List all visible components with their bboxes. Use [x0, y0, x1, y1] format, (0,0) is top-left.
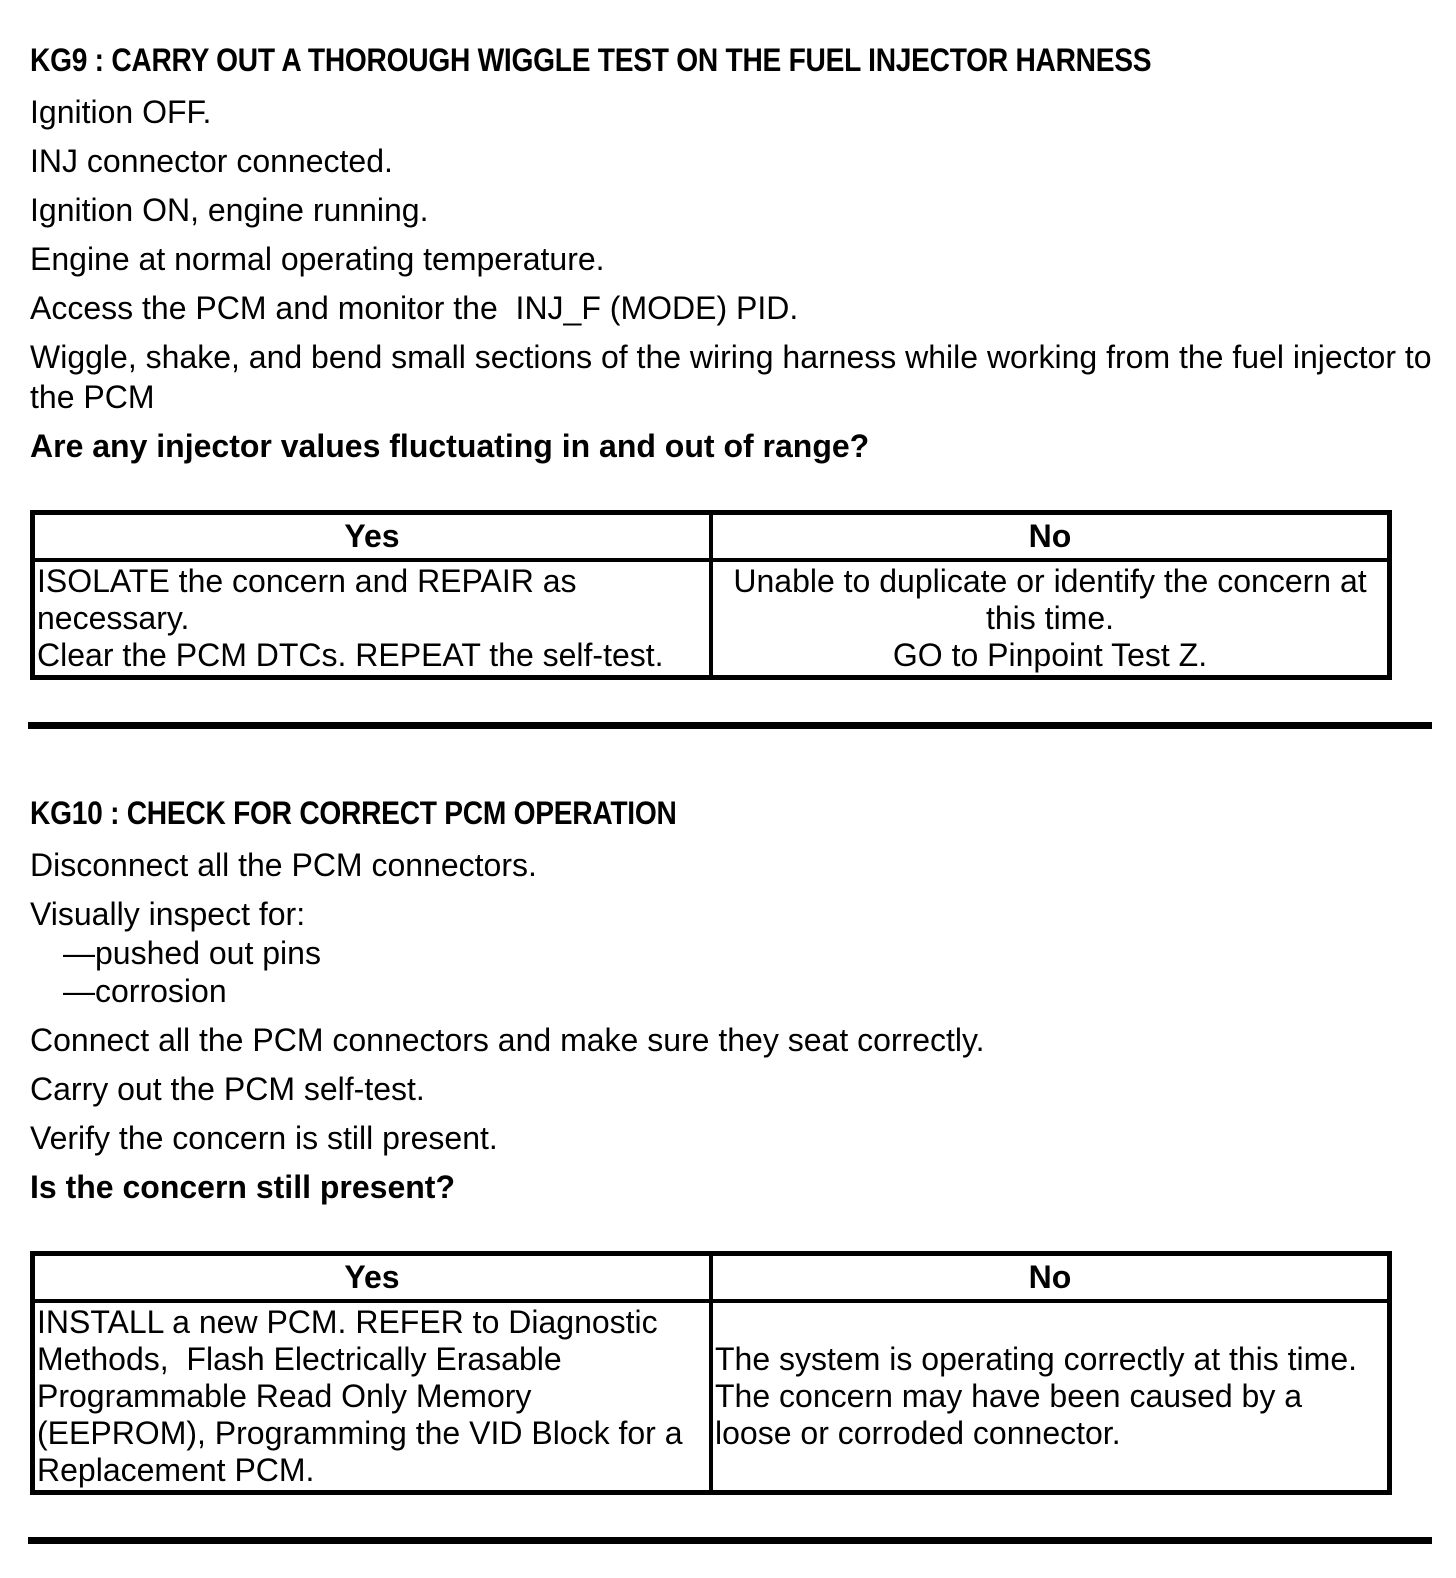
cell-line: ISOLATE the concern and REPAIR as [37, 563, 577, 599]
section-gap [30, 729, 1432, 795]
kg9-yes-column-header: Yes [33, 513, 712, 561]
kg9-table-header-row [33, 513, 1390, 561]
kg9-decision-question: Are any injector values fluctuating in and out of range? [30, 428, 870, 464]
kg10-step-connect: Connect all the PCM connectors and make sure they seat correctly. [30, 1022, 985, 1058]
kg9-step-engine-temp: Engine at normal operating temperature. [30, 241, 605, 277]
kg10-inspect-item-corrosion: —corrosion [63, 973, 227, 1009]
cell-line: The system is operating correctly at this time. [715, 1341, 1357, 1377]
page-bottom-rule [28, 1537, 1432, 1544]
cell-line: this time. [985, 600, 1115, 636]
kg9-step-access-pcm: Access the PCM and monitor the INJ_F (MODE) PID. [30, 290, 799, 326]
kg9-decision-table [30, 510, 1392, 680]
cell-line: The concern may have been caused by a [715, 1378, 1303, 1414]
kg10-step-verify: Verify the concern is still present. [30, 1120, 498, 1156]
cell-line: necessary. [37, 600, 190, 636]
kg9-step-ignition-on: Ignition ON, engine running. [30, 192, 429, 228]
section-kg10 [30, 795, 1432, 1544]
kg10-section-title [30, 795, 1432, 831]
kg10-section-title-text: KG10 : CHECK FOR CORRECT PCM OPERATION [30, 795, 677, 831]
kg9-section-title-text: KG9 : CARRY OUT A THOROUGH WIGGLE TEST ON THE FUEL INJECTOR HARNESS [30, 42, 1152, 78]
kg10-step-self-test: Carry out the PCM self-test. [30, 1071, 425, 1107]
cell-line: Methods, Flash Electrically Erasable [37, 1341, 562, 1377]
kg10-step-disconnect: Disconnect all the PCM connectors. [30, 847, 537, 883]
section-kg9 [30, 42, 1441, 729]
kg9-step-wiggle-harness: Wiggle, shake, and bend small sections of the wiring harness while working from the fuel injector to the PCM [30, 339, 1441, 415]
kg9-yes-action-cell [33, 560, 712, 678]
kg9-step-inj-connector: INJ connector connected. [30, 143, 393, 179]
cell-line: INSTALL a new PCM. REFER to Diagnostic [37, 1304, 658, 1340]
cell-line: Clear the PCM DTCs. REPEAT the self-test. [37, 637, 664, 673]
kg10-yes-action-cell [33, 1301, 712, 1493]
kg10-no-action-cell [711, 1301, 1390, 1493]
section-divider-rule [28, 722, 1432, 729]
kg10-table-header-row [33, 1254, 1390, 1302]
cell-line: (EEPROM), Programming the VID Block for a [37, 1415, 683, 1451]
kg10-inspect-item-pins: —pushed out pins [63, 935, 321, 971]
cell-line: Replacement PCM. [37, 1452, 315, 1488]
kg9-table-body-row [33, 560, 1390, 678]
kg10-decision-table [30, 1251, 1392, 1495]
cell-line: Programmable Read Only Memory [37, 1378, 532, 1414]
kg10-decision-question: Is the concern still present? [30, 1169, 455, 1205]
kg9-no-column-header: No [711, 513, 1390, 561]
kg10-table-body-row [33, 1301, 1390, 1493]
cell-line: Unable to duplicate or identify the concern at [733, 563, 1367, 599]
cell-line: GO to Pinpoint Test Z. [892, 637, 1208, 673]
kg9-section-title [30, 42, 1432, 78]
kg10-yes-column-header: Yes [33, 1254, 712, 1302]
cell-line: loose or corroded connector. [715, 1415, 1121, 1451]
kg9-step-ignition-off: Ignition OFF. [30, 94, 212, 130]
kg10-step-visually-inspect: Visually inspect for: [30, 896, 306, 932]
kg9-no-action-cell [711, 560, 1390, 678]
kg10-no-column-header: No [711, 1254, 1390, 1302]
